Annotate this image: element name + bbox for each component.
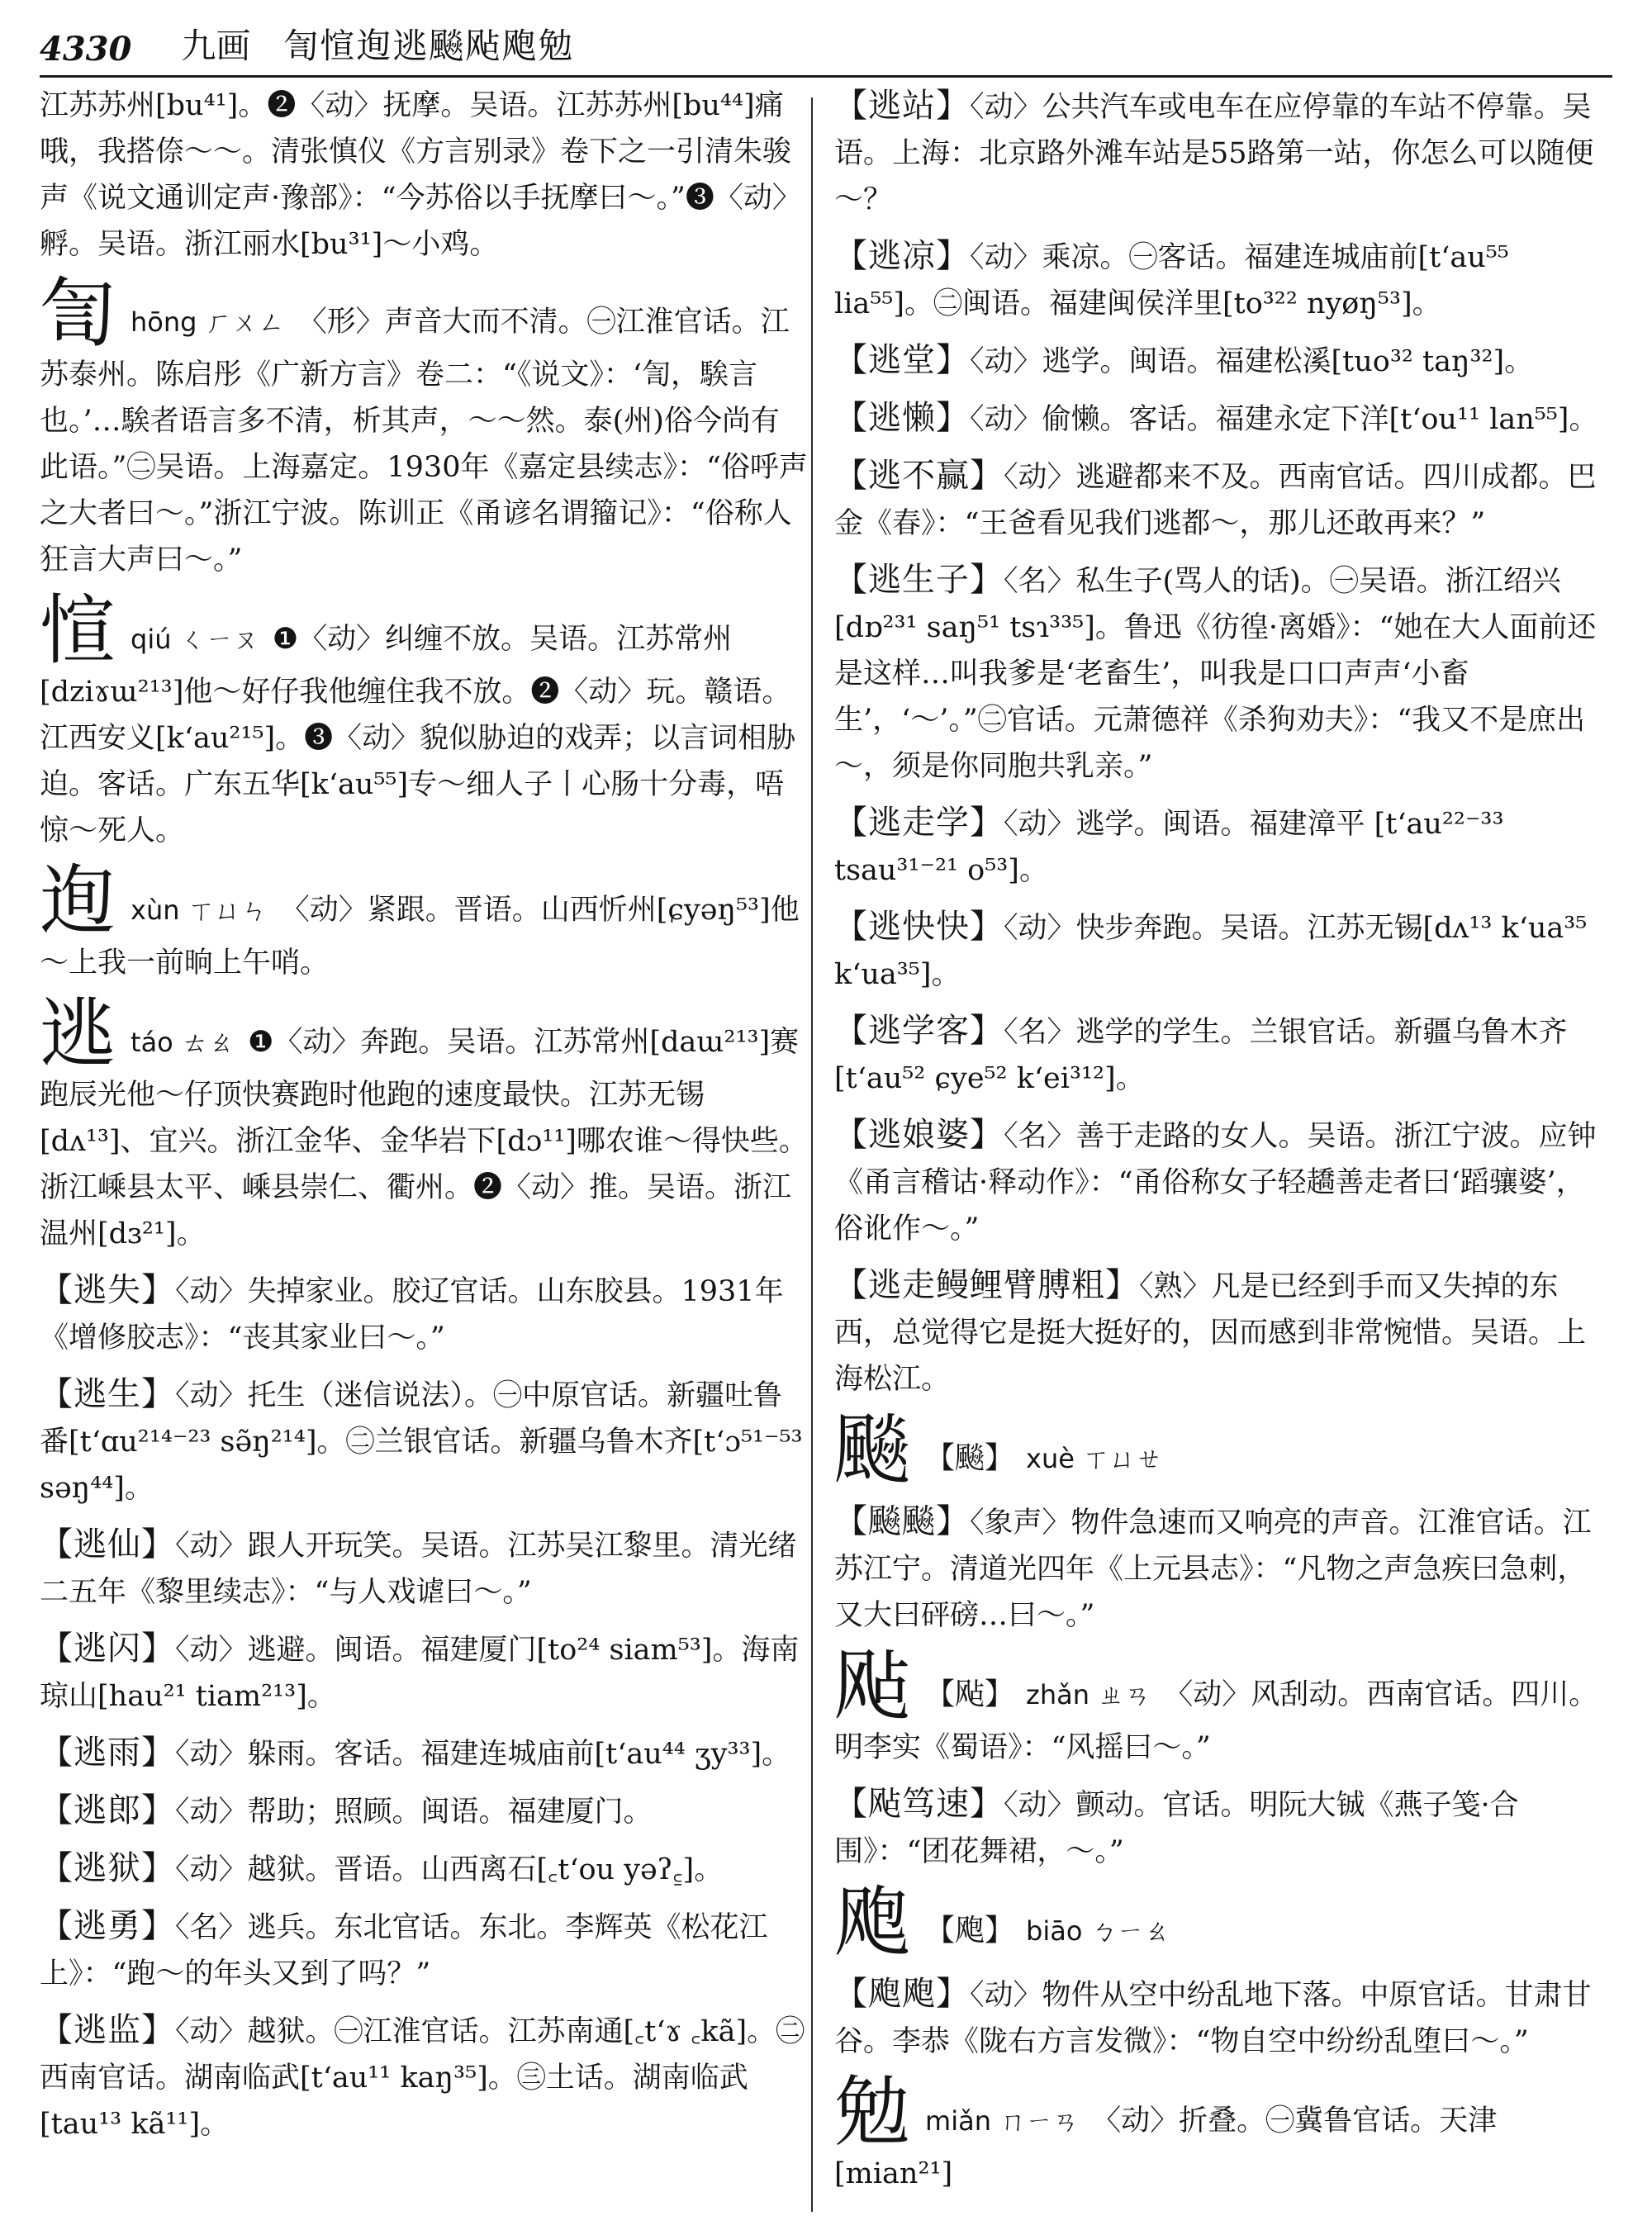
sub-entry: [834, 904, 1602, 998]
definition-text: 〈形〉声音大而不清。㊀江淮官话。江苏泰州。陈启彤《广新方言》卷二：“《说文》：‘訇，騃言也。’…騃者语言多不清，析其声，～～然。泰(州)俗今尚有此语。”㊁吴语。上海嘉定。1930年《嘉定县续志》：“俗呼声之大者曰～。”浙江宁波。陈训正《甬谚名谓籀记》：“俗称人狂言大声曰～。”: [40, 306, 808, 576]
headword-entry: [40, 269, 808, 583]
entry-term: 【逃生子】: [834, 561, 1004, 599]
entry-term: 【逃学客】: [834, 1012, 1004, 1050]
definition-text: 〈动〉逃学。闽语。福建松溪[tuo³² taŋ³²]。: [970, 345, 1534, 378]
sub-entry: [834, 1781, 1602, 1875]
sub-entry: [834, 1008, 1602, 1102]
definition-text: ❶〈动〉奔跑。吴语。江苏常州[daɯ²¹³]赛跑辰光他～仔顶快赛跑时他跑的速度最快。江苏无锡[dʌ¹³]、宜兴。浙江金华、金华岩下[dɔ¹¹]哪农谁～得快些。浙江嵊县太平、嵊县崇仁、衢州。❷〈动〉推。吴语。浙江温州[dɜ²¹]。: [40, 1026, 808, 1250]
sub-entry: [834, 1498, 1602, 1639]
headword-entry: [834, 1642, 1602, 1771]
definition-text: 江苏苏州[bu⁴¹]。❷〈动〉抚摩。吴语。江苏苏州[bu⁴⁴]痛哦，我搭倷～～。清张慎仪《方言别录》卷下之一引清朱骏声《说文通训定声·豫部》：“今苏俗以手抚摩曰～。”❸〈动〉孵。吴语。浙江丽水[bu³¹]～小鸡。: [40, 89, 801, 261]
pinyin-zhuyin: xùn ㄒㄩㄣ: [131, 894, 268, 926]
sub-entry: [40, 1625, 808, 1720]
definition-text: 〈动〉公共汽车或电车在应停靠的车站不停靠。吴语。上海：北京路外滩车站是55路第一站，你怎么可以随便～？: [834, 91, 1594, 216]
definition-text: 〈动〉逃避都来不及。西南官话。四川成都。巴金《春》：“王爸看见我们逃都～，那儿还敢再来？”: [834, 461, 1597, 540]
definition-text: 〈名〉逃兵。东北官话。东北。李辉英《松花江上》：“跑～的年头又到了吗？”: [40, 1911, 768, 1990]
sub-entry: [834, 1971, 1602, 2065]
right-column: [834, 83, 1602, 2209]
sub-entry: [40, 1845, 808, 1893]
column-divider: [811, 97, 813, 2212]
headword-char: 迿: [40, 857, 116, 946]
headword-char: 逃: [40, 989, 116, 1078]
headword-char: 勉: [834, 2068, 911, 2156]
sub-entry: [40, 2007, 808, 2147]
entry-term: 【逃走学】: [834, 804, 1004, 842]
headword-entry: [834, 1878, 1602, 1967]
headword-char: 愃: [40, 586, 116, 675]
pinyin-zhuyin: miǎn ㄇㄧㄢ: [925, 2105, 1080, 2137]
sub-entry: [40, 1371, 808, 1511]
sub-entry: [40, 1903, 808, 1997]
sub-entry: [40, 1267, 808, 1361]
definition-text: 〈动〉越狱。晋语。山西离石[꜀t‘ou yəʔ꜁]。: [175, 1853, 724, 1886]
entry-term: 【逃生】: [40, 1375, 175, 1413]
definition-text: ❶〈动〉纠缠不放。吴语。江苏常州[dziɤɯ²¹³]他～好仔我他缠住我不放。❷〈动〉玩。赣语。江西安义[k‘au²¹⁵]。❸〈动〉貌似胁迫的戏弄；以言词相胁迫。客话。广东五华[k‘au⁵⁵]专～细人子丨心肠十分毒，唔惊～死人。: [40, 623, 796, 847]
definition-text: 〈动〉失掉家业。胶辽官话。山东胶县。1931年《增修胶志》：“丧其家业曰～。”: [40, 1275, 784, 1355]
sub-entry: [40, 1521, 808, 1616]
definition-text: 〈名〉逃学的学生。兰银官话。新疆乌鲁木齐[t‘au⁵² ɕye⁵² k‘ei³¹²]。: [834, 1016, 1568, 1095]
definition-text: 〈动〉越狱。㊀江淮官话。江苏南通[꜀t‘ɤ ꜀kã]。㊁西南官话。湖南临武[t‘au¹¹ kaŋ³⁵]。㊂土话。湖南临武[tau¹³ kã¹¹]。: [40, 2015, 805, 2141]
definition-text: 〈动〉逃学。闽语。福建漳平 [t‘au²²⁻³³ tsau³¹⁻²¹ o⁵³]。: [834, 808, 1504, 887]
definition-text: 〈动〉物件从空中纷乱地下落。中原官话。甘肃甘谷。李恭《陇右方言发微》：“物自空中纷纷乱堕曰～。”: [834, 1979, 1592, 2058]
entry-term: 【逃监】: [40, 2011, 175, 2049]
entry-term: 【飑飑】: [834, 1975, 970, 2013]
headword-entry: [40, 989, 808, 1257]
entry-term: 【逃娘婆】: [834, 1116, 1004, 1154]
page-number: 4330: [40, 30, 132, 69]
sub-entry: [40, 1729, 808, 1777]
entry-term: 【逃闪】: [40, 1630, 175, 1668]
entry-term: 【逃凉】: [834, 237, 970, 275]
definition-text: 〈动〉风刮动。西南官话。四川。明李实《蜀语》：“风摇曰～。”: [834, 1678, 1598, 1764]
entry-term: 【逃勇】: [40, 1907, 175, 1945]
definition-text: 〈动〉紧跟。晋语。山西忻州[ɕyəŋ⁵³]他～上我一前晌上午哨。: [40, 894, 800, 980]
headword-char: 訇: [40, 269, 116, 358]
traditional-form: 【飑】: [925, 1914, 1015, 1948]
definition-text: 〈动〉乘凉。㊀客话。福建连城庙前[t‘au⁵⁵ lia⁵⁵]。㊁闽语。福建闽侯洋里[to³²² nyøŋ⁵³]。: [834, 241, 1509, 320]
definition-text: 〈动〉偷懒。客话。福建永定下洋[t‘ou¹¹ lan⁵⁵]。: [970, 403, 1598, 436]
headword-entry: [834, 1406, 1602, 1494]
entry-term: 【逃狱】: [40, 1849, 175, 1887]
sub-entry: [834, 395, 1602, 443]
pinyin-zhuyin: zhǎn ㄓㄢ: [1026, 1679, 1151, 1710]
continuation-text: [40, 83, 808, 268]
sub-entry: [834, 1262, 1602, 1402]
definition-text: 〈动〉折叠。㊀冀鲁官话。天津[mian²¹]: [834, 2104, 1498, 2190]
sub-entry: [834, 453, 1602, 547]
sub-entry: [834, 1112, 1602, 1252]
pinyin-zhuyin: hōng ㄏㄨㄥ: [131, 306, 285, 338]
entry-term: 【逃堂】: [834, 341, 970, 379]
definition-text: 〈动〉托生（迷信说法）。㊀中原官话。新疆吐鲁番[t‘ɑu²¹⁴⁻²³ sə̃ŋ²¹⁴]。㊁兰银官话。新疆乌鲁木齐[t‘ɔ⁵¹⁻⁵³ səŋ⁴⁴]。: [40, 1379, 803, 1505]
definition-text: 〈熟〉凡是已经到手而又失掉的东西，总觉得它是挺大挺好的，因而感到非常惋惜。吴语。上海松江。: [834, 1270, 1587, 1396]
traditional-form: 【飐】: [925, 1677, 1015, 1711]
entry-term: 【逃雨】: [40, 1734, 175, 1772]
pinyin-zhuyin: xuè ㄒㄩㄝ: [1026, 1443, 1163, 1474]
definition-text: 〈名〉私生子(骂人的话)。㊀吴语。浙江绍兴[dɒ²³¹ saŋ⁵¹ tsɿ³³⁵]。鲁迅《彷徨·离婚》：“她在大人面前还是这样…叫我爹是‘老畜生’，叫我是口口声声‘小畜生’，‘～’。”㊁官话。元萧德祥《杀狗劝夫》：“我又不是庶出～，须是你同胞共乳亲。”: [834, 565, 1597, 783]
page-header: [40, 18, 1612, 78]
headword-entry: [40, 586, 808, 854]
entry-term: 【飈飈】: [834, 1502, 970, 1540]
definition-text: 〈象声〉物件急速而又响亮的声音。江淮官话。江苏江宁。清道光四年《上元县志》：“凡物之声急疾曰急刺，又大曰砰磅…曰～。”: [834, 1506, 1592, 1632]
definition-text: 〈名〉善于走路的女人。吴语。浙江宁波。应钟《甬言稽诂·释动作》：“甬俗称女子轻趫善走者曰‘蹈骧婆’，俗讹作～。”: [834, 1120, 1597, 1245]
header-characters: 訇愃迿逃飈飐飑勉: [283, 26, 575, 66]
traditional-form: 【飈】: [925, 1441, 1015, 1475]
definition-text: 〈动〉逃避。闽语。福建厦门[to²⁴ siam⁵³]。海南琼山[hau²¹ tiam²¹³]。: [40, 1634, 800, 1713]
sub-entry: [834, 337, 1602, 385]
entry-term: 【逃郎】: [40, 1791, 175, 1829]
headword-entry: [834, 2068, 1602, 2197]
entry-term: 【飐笃速】: [834, 1785, 1004, 1823]
left-column: [40, 83, 808, 2209]
entry-term: 【逃快快】: [834, 908, 1004, 946]
definition-text: 〈动〉快步奔跑。吴语。江苏无锡[dʌ¹³ k‘ua³⁵ k‘ua³⁵]。: [834, 912, 1588, 991]
entry-term: 【逃站】: [834, 87, 970, 125]
headword-char: 飐: [834, 1642, 911, 1730]
entry-term: 【逃不赢】: [834, 457, 1004, 495]
definition-text: 〈动〉颤动。官话。明阮大铖《燕子笺·合围》：“团花舞裙，～。”: [834, 1789, 1519, 1868]
headword-entry: [40, 857, 808, 986]
entry-term: 【逃走鳗鲤臂膊粗】: [834, 1266, 1139, 1304]
definition-text: 〈动〉躲雨。客话。福建连城庙前[t‘au⁴⁴ ʒy³³]。: [175, 1738, 791, 1771]
sub-entry: [834, 799, 1602, 894]
headword-char: 飈: [834, 1406, 911, 1494]
headword-char: 飑: [834, 1878, 911, 1967]
entry-term: 【逃失】: [40, 1271, 175, 1309]
entry-term: 【逃懒】: [834, 399, 970, 437]
sub-entry: [834, 83, 1602, 223]
section-label: 九画: [181, 26, 251, 66]
definition-text: 〈动〉跟人开玩笑。吴语。江苏吴江黎里。清光绪二五年《黎里续志》：“与人戏谑曰～。”: [40, 1530, 797, 1609]
entry-term: 【逃仙】: [40, 1525, 175, 1563]
sub-entry: [834, 557, 1602, 790]
sub-entry: [40, 1787, 808, 1835]
pinyin-zhuyin: táo ㄊㄠ: [131, 1027, 235, 1058]
pinyin-zhuyin: qiú ㄑㄧㄡ: [131, 624, 259, 655]
sub-entry: [834, 233, 1602, 327]
definition-text: 〈动〉帮助；照顾。闽语。福建厦门。: [175, 1796, 653, 1829]
pinyin-zhuyin: biāo ㄅㄧㄠ: [1026, 1915, 1170, 1947]
